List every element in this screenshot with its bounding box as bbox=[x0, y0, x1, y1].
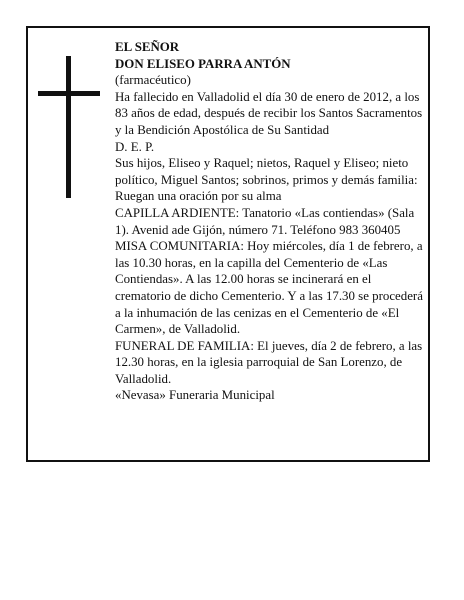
obituary-notice bbox=[26, 26, 430, 462]
title-line-1: EL SEÑOR bbox=[115, 40, 180, 54]
funeral-info: FUNERAL DE FAMILIA: El jueves, día 2 de febrero, a las 12.30 horas, en la iglesia parroquial de San Lorenzo, de Valladolid. bbox=[115, 338, 423, 386]
funeral-home: «Nevasa» Funeraria Municipal bbox=[115, 388, 275, 403]
chapel-info: CAPILLA ARDIENTE: Tanatorio «Las contiendas» (Sala 1). Avenid ade Gijón, número 71. Teléfono 983 360405 bbox=[115, 205, 415, 237]
family-list: Sus hijos, Eliseo y Raquel; nietos, Raquel y Eliseo; nieto político, Miguel Santos; sobrinos, primos y demás familia: bbox=[115, 156, 418, 187]
rip: D. E. P. bbox=[115, 139, 155, 154]
profession: (farmacéutico) bbox=[115, 73, 191, 88]
prayer-request: Ruegan una oración por su alma bbox=[115, 189, 282, 204]
death-notice: Ha fallecido en Valladolid el día 30 de enero de 2012, a los 83 años de edad, después de recibir los Santos Sacramentos y la Bendición Apostólica de Su Santidad bbox=[115, 89, 423, 137]
deceased-name: DON ELISEO PARRA ANTÓN bbox=[115, 56, 291, 71]
latin-cross-icon bbox=[38, 56, 100, 198]
mass-info: MISA COMUNITARIA: Hoy miércoles, día 1 de febrero, a las 10.30 horas, en la capilla del Cementerio de «Las Contiendas». A las 12.00 horas se incinerará en el crematorio de dicho Cementerio. Y a las 17.30 se procederá a la inhumación de las cenizas en el Cementerio de «El Carmen», de Valladolid. bbox=[115, 239, 423, 337]
notice-body bbox=[115, 39, 425, 404]
